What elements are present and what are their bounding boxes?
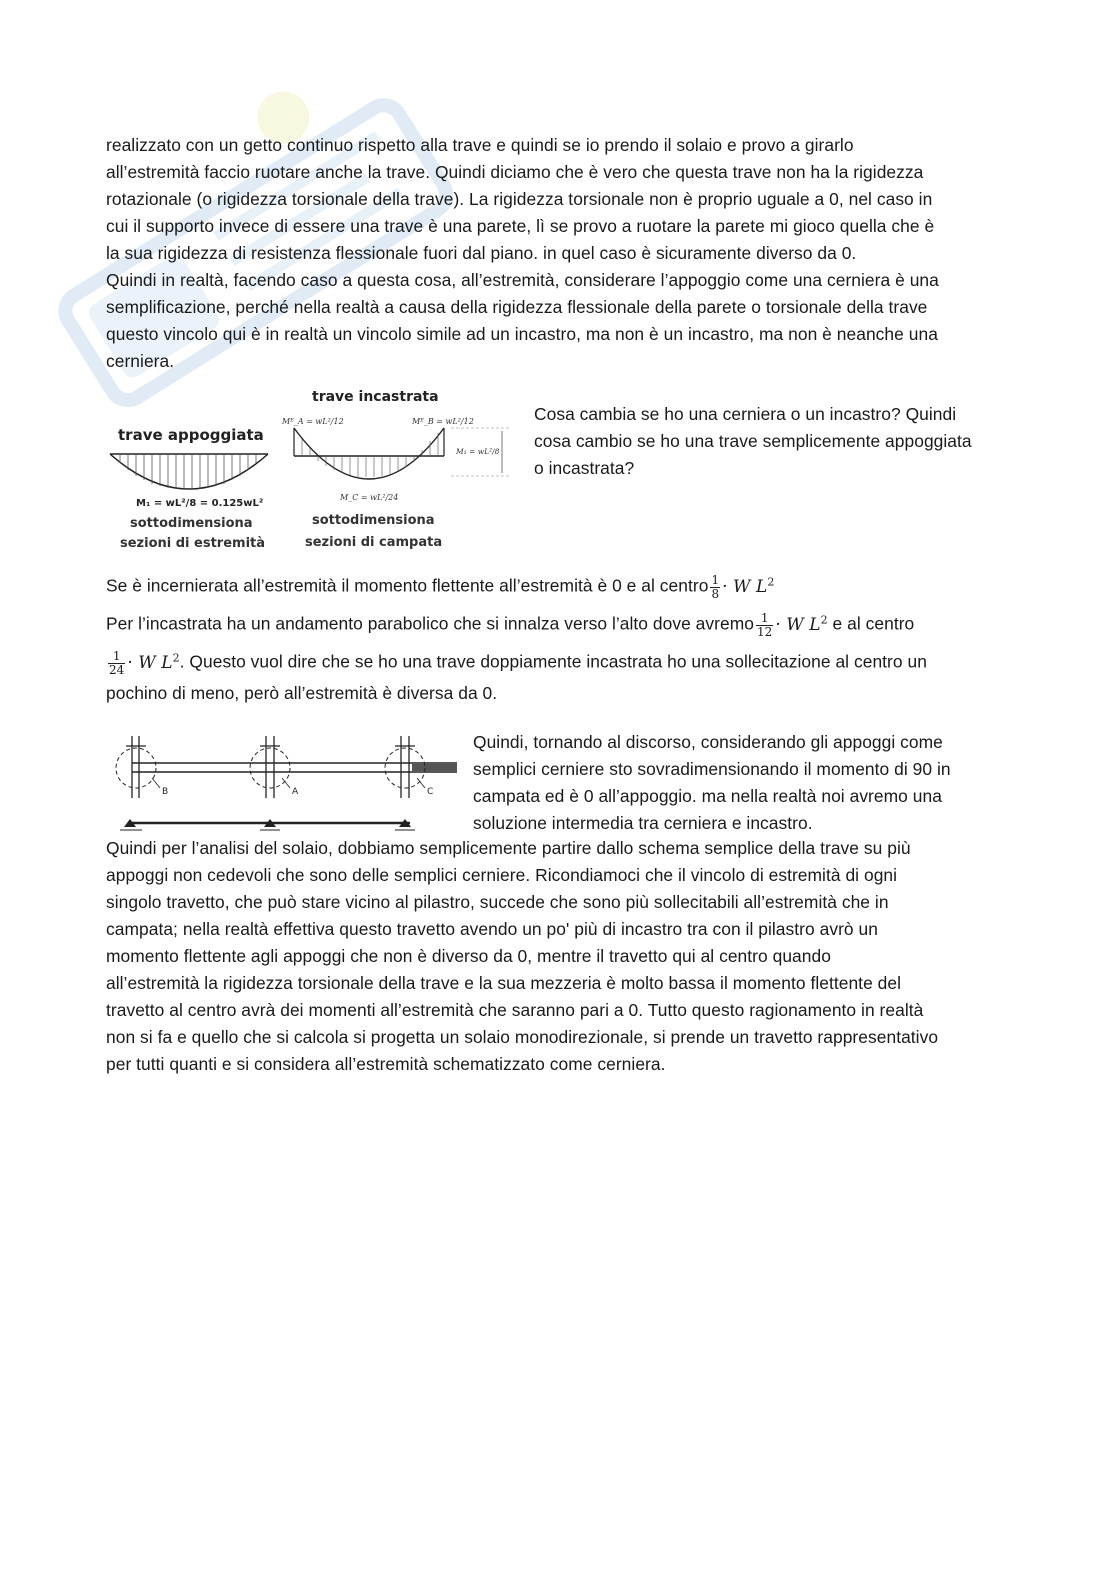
text-line: Quindi per l’analisi del solaio, dobbiamo semplicemente partire dallo schema semplice della trave su più <box>106 838 911 858</box>
text-line: non si fa e quello che si calcola si progetta un solaio monodirezionale, si prende un travetto rappresentativo <box>106 1027 939 1047</box>
side-text-supports <box>473 729 1013 837</box>
label-m1: M₁ = wL²/8 <box>456 447 500 456</box>
text-line: soluzione intermedia tra cerniera e incastro. <box>473 813 813 833</box>
fraction-one-eighth: $\frac{1}{8}$ <box>711 572 720 601</box>
paragraph-conclusion <box>106 835 1016 1078</box>
fraction-one-twentyfourth: $\frac{1}{24}$ <box>109 648 125 677</box>
text-line: per tutti quanti e si considera all’estremità schematizzato come cerniera. <box>106 1054 666 1074</box>
text-line: cerniera. <box>106 351 175 371</box>
text-line: singolo travetto, che può stare vicino al pilastro, succede che sono più sollecitabili all’estremità che in <box>106 892 889 912</box>
caption-right-2: sezioni di campata <box>305 535 443 550</box>
formula-line-3: $\frac{1}{24}$ · W $L^2$. Questo vuol dire che se ho una trave doppiamente incastrata ho una sollecitazione al centro un <box>109 648 927 677</box>
fraction-one-twelfth: $\frac{1}{12}$ <box>756 610 773 639</box>
text-line: momento flettente agli appoggi che non è diverso da 0, mentre il travetto qui al centro quando <box>106 946 831 966</box>
text-line: rotazionale (o rigidezza torsionale della trave). La rigidezza torsionale non è proprio uguale a 0, nel caso in <box>106 189 933 209</box>
formula-line-2: Per l’incastrata ha un andamento parabolico che si innalza verso l’alto dove avremo $\frac{1}{12}$ · W $L^2$ e al centro <box>106 610 915 639</box>
text-line: Quindi, tornando al discorso, considerando gli appoggi come <box>473 732 943 752</box>
text-line: questo vincolo qui è in realtà un vincolo simile ad un incastro, ma non è un incastro, ma non è neanche una <box>106 324 938 344</box>
text-line: travetto al centro avrà dei momenti all’estremità che saranno pari a 0. Tutto questo ragionamento in realtà <box>106 1000 924 1020</box>
simply-supported-diagram <box>110 426 268 551</box>
slab-supports-figure <box>112 728 462 836</box>
text-line: semplificazione, perché nella realtà a causa della rigidezza flessionale della parete o torsionale della trave <box>106 297 928 317</box>
label-mc: M_C = wL²/24 <box>340 493 399 502</box>
text-line: cui il supporto invece di essere una trave è una parete, lì se provo a ruotare la parete mi gioco quella che è <box>106 216 935 236</box>
paragraph-formulas <box>106 566 1016 707</box>
text-line: la sua rigidezza di resistenza flessionale fuori dal piano. in quel caso è sicuramente diverso da 0. <box>106 243 857 263</box>
paragraph-intro <box>106 132 1011 375</box>
side-text-question <box>534 401 1014 482</box>
text-line: campata; nella realtà effettiva questo travetto avendo un po' più di incastro tra con il pilastro avrò un <box>106 919 878 939</box>
label-m1-formula: M₁ = wL²/8 = 0.125wL² <box>136 498 264 509</box>
text-line: appoggi non cedevoli che sono delle semplici cerniere. Ricondiamoci che il vincolo di estremità di ogni <box>106 865 898 885</box>
label-trave-incastrata: trave incastrata <box>312 389 439 405</box>
moment-diagram-figure <box>106 388 524 556</box>
formula-line-4: pochino di meno, però all’estremità è diversa da 0. <box>106 683 498 703</box>
text-line: campata ed è 0 all’appoggio. ma nella realtà noi avremo una <box>473 786 942 806</box>
label-a: A <box>292 787 299 797</box>
formula-line-1: Se è incernierata all’estremità il momento flettente all’estremità è 0 e al centro $\frac{1}{8}$ · W $L^2$ <box>106 572 775 601</box>
label-c: C <box>427 787 434 797</box>
caption-left-1: sottodimensiona <box>130 516 253 531</box>
caption-right-1: sottodimensiona <box>312 513 435 528</box>
label-mb: Mᴱ_B = wL²/12 <box>412 417 474 426</box>
text-line: cosa cambio se ho una trave semplicemente appoggiata <box>534 431 972 451</box>
text-line: o incastrata? <box>534 458 635 478</box>
fixed-beam-diagram <box>281 389 510 550</box>
label-ma: Mᴱ_A = wL²/12 <box>282 417 344 426</box>
caption-left-2: sezioni di estremità <box>120 536 266 551</box>
text-line: all’estremità la rigidezza torsionale della trave e la sua mezzeria è molto bassa il momento flettente del <box>106 973 902 993</box>
text-line: semplici cerniere sto sovradimensionando il momento di 90 in <box>473 759 951 779</box>
text-line: Quindi in realtà, facendo caso a questa cosa, all’estremità, considerare l’appoggio come una cerniera è una <box>106 270 939 290</box>
text-line: Cosa cambia se ho una cerniera o un incastro? Quindi <box>534 404 957 424</box>
label-trave-appoggiata: trave appoggiata <box>118 426 264 444</box>
text-line: all’estremità faccio ruotare anche la trave. Quindi diciamo che è vero che questa trave non ha la rigidezza <box>106 162 924 182</box>
text-line: realizzato con un getto continuo rispetto alla trave e quindi se io prendo il solaio e provo a girarlo <box>106 135 854 155</box>
label-b: B <box>162 787 169 797</box>
